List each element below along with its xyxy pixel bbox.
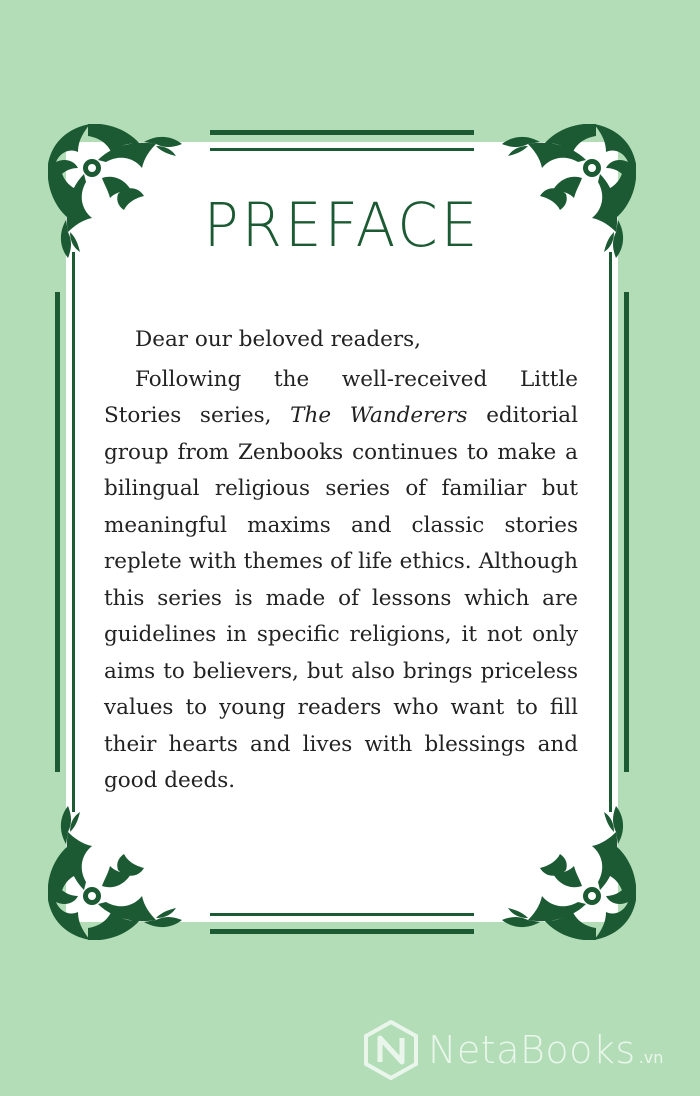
group-name: The Wanderers [290,403,468,428]
watermark-suffix: .vn [638,1047,664,1067]
watermark [364,1020,663,1080]
greeting-paragraph: Dear our beloved readers, [135,327,422,352]
main-paragraph [104,362,578,800]
page-title: PREFACE [203,189,481,261]
preface-body [104,322,578,800]
watermark-brand: NetaBooks [428,1028,636,1072]
netabooks-logo-icon [364,1020,418,1080]
preface-page-frame [48,124,636,940]
paragraph-text-end: editorial group from Zenbooks continues to make a bilingual religious series of familiar but meaningful maxims and classic stories replete with themes of life ethics. Although this series is made of lessons which are guidelines in specific religions, it not only aims to believers, but also brings priceless values to young readers who want to fill their hearts and lives with blessings and good deeds. [104,403,578,793]
paragraph-text-start: Following the well-received Little Stories series, [104,366,578,428]
